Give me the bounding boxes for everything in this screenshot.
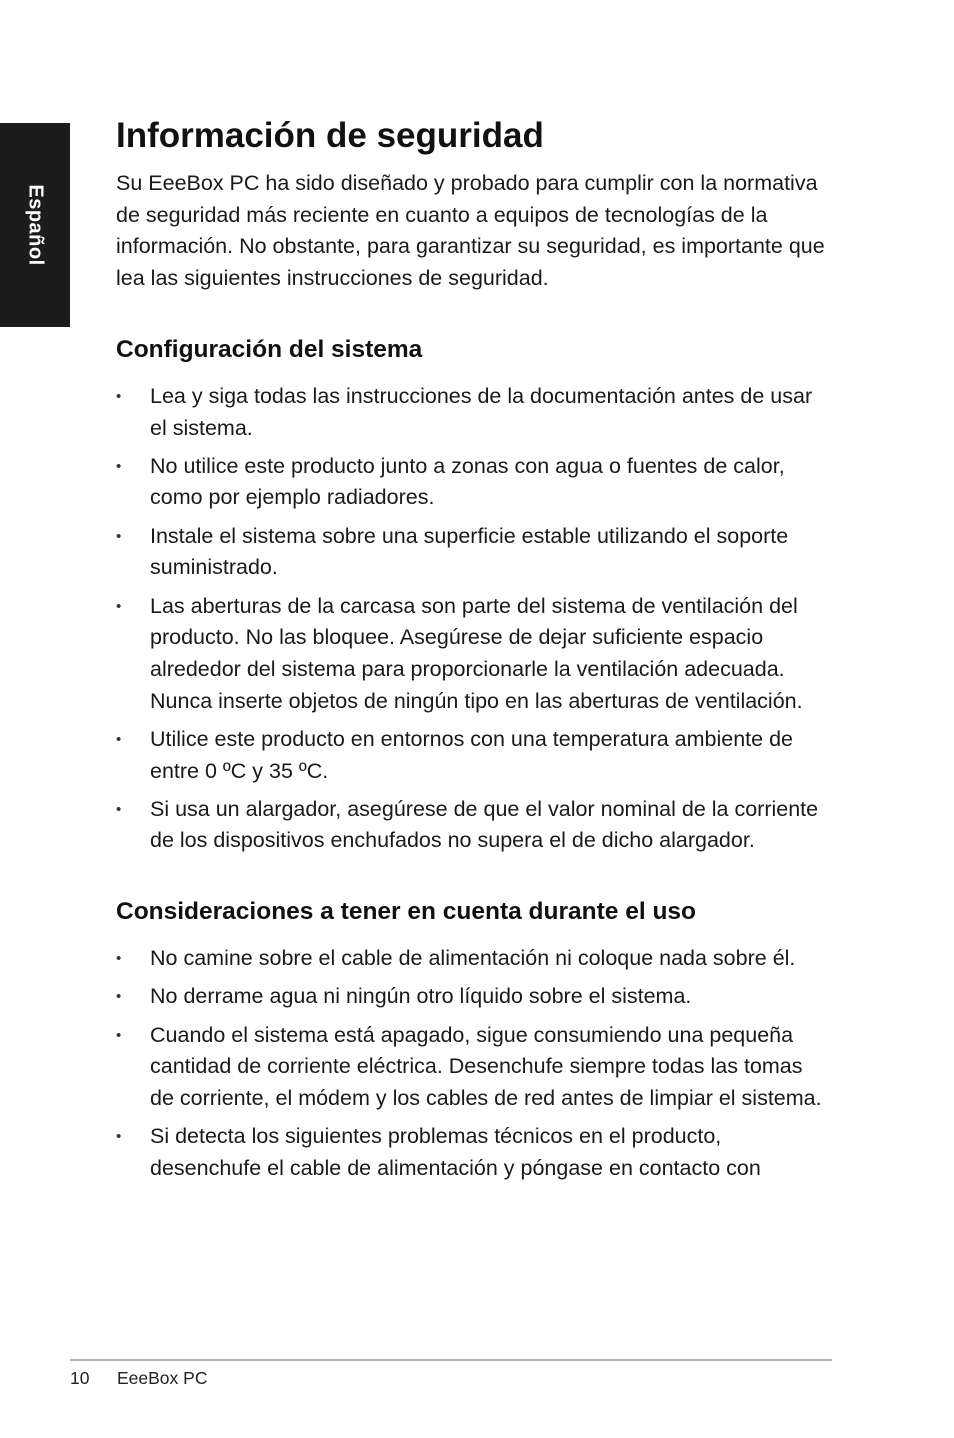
page-footer xyxy=(70,1366,207,1390)
footer-divider xyxy=(70,1359,832,1361)
list-item: • Si detecta los siguientes problemas técnicos en el producto, desenchufe el cable de alimentación y póngase en contacto con xyxy=(116,1121,832,1184)
page-title: Información de seguridad xyxy=(116,116,544,155)
list-item: • Lea y siga todas las instrucciones de la documentación antes de usar el sistema. xyxy=(116,381,832,444)
list-item: • Si usa un alargador, asegúrese de que el valor nominal de la corriente de los dispositivos enchufados no supera el de dicho alargador. xyxy=(116,794,832,857)
list-item: • Instale el sistema sobre una superficie estable utilizando el soporte suministrado. xyxy=(116,521,832,584)
intro-paragraph: Su EeeBox PC ha sido diseñado y probado para cumplir con la normativa de seguridad más reciente en cuanto a equipos de tecnologías de la información. No obstante, para garantizar su seguridad, es importante que lea las siguientes instrucciones de seguridad. xyxy=(116,171,825,291)
usage-considerations-list xyxy=(116,943,832,1184)
list-item: • No utilice este producto junto a zonas con agua o fuentes de calor, como por ejemplo radiadores. xyxy=(116,451,832,514)
list-item: • No camine sobre el cable de alimentación ni coloque nada sobre él. xyxy=(116,943,832,975)
list-item: • Las aberturas de la carcasa son parte del sistema de ventilación del producto. No las bloquee. Asegúrese de dejar suficiente espacio alrededor del sistema para proporcionarle la ventilación adecuada. Nunca inserte objetos de ningún tipo en las aberturas de ventilación. xyxy=(116,591,832,718)
section-heading-usage-considerations: Consideraciones a tener en cuenta durante el uso xyxy=(116,898,696,926)
footer-product-name: EeeBox PC xyxy=(117,1368,208,1388)
list-item: • No derrame agua ni ningún otro líquido sobre el sistema. xyxy=(116,981,832,1013)
list-item: • Cuando el sistema está apagado, sigue consumiendo una pequeña cantidad de corriente eléctrica. Desenchufe siempre todas las tomas de corriente, el módem y los cables de red antes de limpiar el sistema. xyxy=(116,1020,832,1115)
page-number: 10 xyxy=(70,1368,90,1388)
language-side-tab xyxy=(0,123,70,327)
system-configuration-list xyxy=(116,381,832,857)
language-tab-label: Español xyxy=(24,184,47,266)
section-heading-system-configuration: Configuración del sistema xyxy=(116,335,423,363)
page-content xyxy=(116,110,832,1191)
list-item: • Utilice este producto en entornos con una temperatura ambiente de entre 0 ºC y 35 ºC. xyxy=(116,724,832,787)
